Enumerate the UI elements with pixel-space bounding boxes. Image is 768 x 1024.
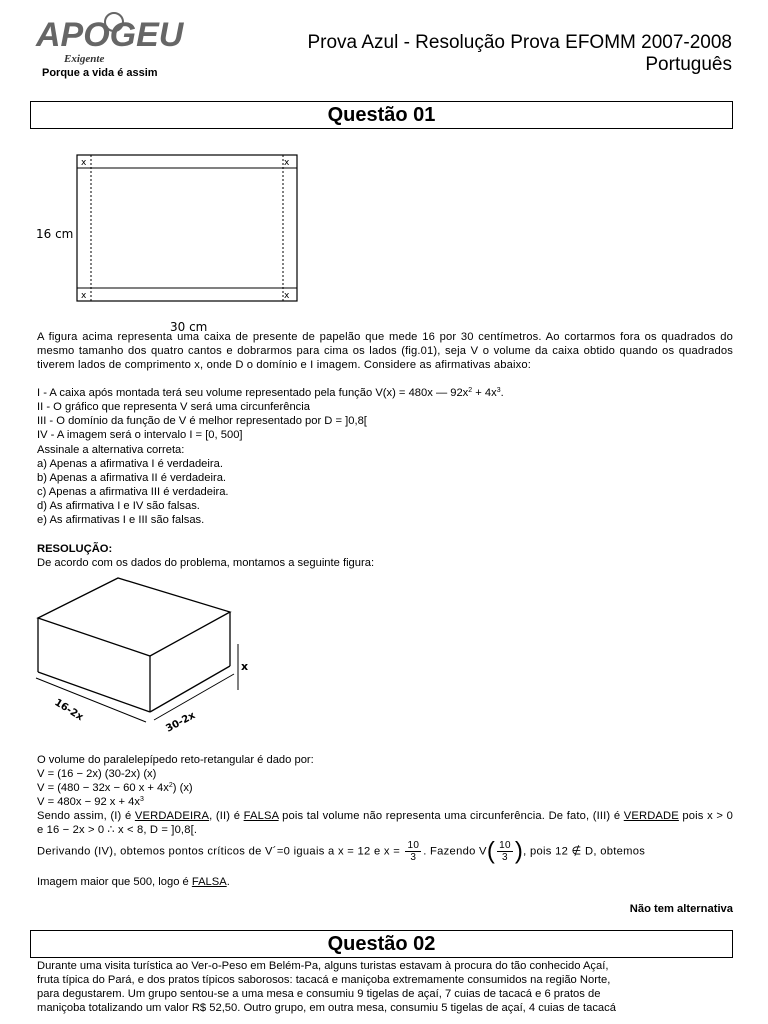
- option-e: e) As afirmativas I e III são falsas.: [37, 514, 205, 526]
- corner-label-br: x: [284, 291, 290, 301]
- logo-graphic: [34, 8, 194, 68]
- corner-label-tr: x: [284, 158, 290, 168]
- image-conclusion: Imagem maior que 500, logo é FALSA.: [37, 876, 230, 888]
- q2-line-2: fruta típica do Pará, e dos pratos típicos saborosos: tacacá e maniçoba extremamente consumidos na região Norte,: [37, 974, 611, 986]
- option-c: c) Apenas a afirmativa III é verdadeira.: [37, 486, 229, 498]
- q2-line-4: maniçoba totalizando um valor R$ 52,50. Outro grupo, em outra mesa, consumiu 5 tigelas de açaí, 4 cuias de tacacá: [37, 1002, 616, 1014]
- volume-equation-3: V = 480x − 92 $x + 4x^3$: [37, 796, 144, 808]
- page-header: [0, 0, 768, 90]
- final-answer: Não tem alternativa: [629, 903, 733, 915]
- derivative-line: Derivando (IV), obtemos pontos críticos de V´=0 iguais a x = 12 e x = $\frac{10}{3}$ . Fazendo V( $\frac{10}{3}$ ), pois 12 ∉ D, obtemos: [37, 837, 646, 865]
- width-dimension-line: [154, 674, 234, 720]
- apogeu-logo: [34, 8, 194, 82]
- statement-item-3: III - O domínio da função de V é melhor representado por D = ]0,8[: [37, 415, 367, 427]
- logo-wordmark: APOGEU: [36, 16, 184, 54]
- resolution-intro: De acordo com os dados do problema, montamos a seguinte figura:: [37, 557, 375, 569]
- option-a: a) Apenas a afirmativa I é verdadeira.: [37, 458, 223, 470]
- document-subject: Português: [645, 54, 732, 75]
- logo-script: Exigente: [64, 53, 105, 65]
- option-d: d) As afirmativa I e IV são falsas.: [37, 500, 200, 512]
- q2-line-1: Durante uma visita turística ao Ver-o-Peso em Belém-Pa, alguns turistas estavam à procura do tão conhecido Açaí,: [37, 960, 609, 972]
- statement-item-2: II - O gráfico que representa V será uma circunferência: [37, 401, 310, 413]
- depth-label: 16-2x: [52, 697, 85, 724]
- q2-line-3: para degustarem. Um grupo sentou-se a uma mesa e consumiu 9 tigelas de açaí, 7 cuias de tacacá e 6 pratos de: [37, 988, 601, 1000]
- volume-intro: O volume do paralelepípedo reto-retangular é dado por:: [37, 754, 314, 766]
- corner-label-tl: x: [81, 158, 87, 168]
- document-title: Prova Azul - Resolução Prova EFOMM 2007-2008: [307, 32, 732, 53]
- bottom-dimension-label: 30 cm: [170, 320, 208, 334]
- volume-equation-2: V = (480 − 32x − 60 $x + 4x^2$) (x): [37, 782, 193, 794]
- statement-item-4: IV - A imagem será o intervalo I = [0, 500]: [37, 429, 243, 441]
- fraction-ten-thirds: $\frac{10}{3}$: [407, 840, 420, 863]
- question-1-statement: A figura acima representa uma caixa de presente de papelão que mede 16 por 30 centímetros. Ao cortarmos fora os quadrados do mesmo tamanho dos quatro cantos e dobrarmos para cima os lados (fig.01), seja V o volume da caixa obtido quando os quadrados tiverem lados de comprimento x, onde D o domínio e I imagem. Considere as afirmativas abaixo:: [37, 331, 733, 372]
- side-dimension-label: 16 cm: [36, 227, 74, 241]
- depth-dimension-line: [36, 678, 146, 722]
- resolution-label: RESOLUÇÃO:: [37, 543, 113, 555]
- verdadeira-mark: VERDADEIRA: [134, 810, 210, 822]
- width-label: 30-2x: [164, 710, 198, 735]
- answer-prompt: Assinale a alternativa correta:: [37, 444, 185, 456]
- corner-label-bl: x: [81, 291, 87, 301]
- option-b: b) Apenas a afirmativa II é verdadeira.: [37, 472, 227, 484]
- statement-item-1: I - A caixa após montada terá seu volume representado pela função V(x) = 480x — $92x^2 + 4x^3$.: [37, 387, 504, 399]
- question-1-heading: Questão 01: [30, 101, 733, 129]
- box-3d-figure: [34, 574, 264, 754]
- falsa-mark-iv: FALSA: [191, 876, 227, 888]
- fraction-ten-thirds-arg: $\frac{10}{3}$: [499, 840, 511, 863]
- cardboard-net-figure: [34, 150, 304, 336]
- logo-tagline: Porque a vida é assim: [42, 67, 158, 79]
- cardboard-outline: [77, 155, 297, 301]
- volume-equation-1: V = (16 − 2x) (30-2x) (x): [37, 768, 157, 780]
- conclusion-paragraph: Sendo assim, (I) é VERDADEIRA, (II) é FALSA pois tal volume não representa uma circunferência. De fato, (III) é VERDADE pois x > 0 e 16 − 2x > 0 ∴ x < 8, D = ]0,8[.: [37, 810, 733, 837]
- question-2-heading: Questão 02: [30, 930, 733, 958]
- verdade-mark: VERDADE: [623, 810, 679, 822]
- box-top-face: [38, 578, 230, 656]
- box-edge-bottom-right: [150, 666, 230, 712]
- falsa-mark-ii: FALSA: [243, 810, 279, 822]
- height-label: x: [241, 660, 249, 673]
